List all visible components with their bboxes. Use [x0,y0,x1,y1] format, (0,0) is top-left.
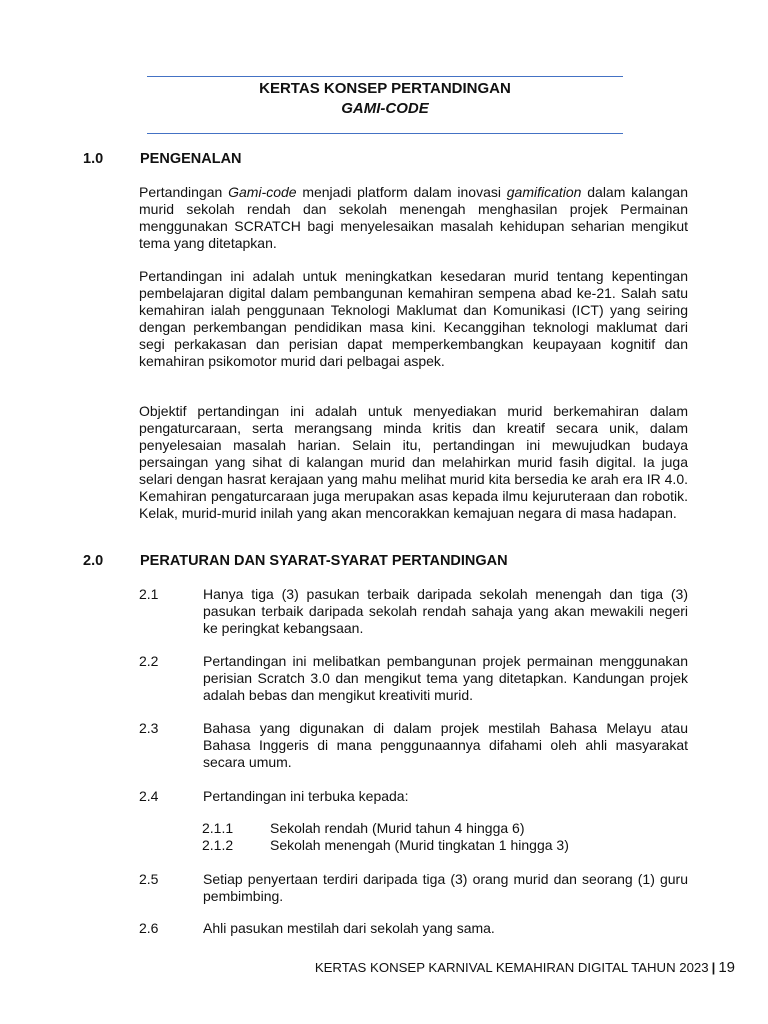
title-block [147,79,623,119]
rule-text: Ahli pasukan mestilah dari sekolah yang sama. [203,920,495,936]
page-number: 19 [718,959,735,976]
rule-number: 2.3 [139,720,159,736]
rule-number: 2.1 [139,586,159,602]
footer-text: KERTAS KONSEP KARNIVAL KEMAHIRAN DIGITAL TAHUN 2023 [314,960,709,975]
rule-number: 2.6 [139,920,159,936]
intro-paragraph-3: Objektif pertandingan ini adalah untuk menyediakan murid berkemahiran dalam pengaturcaraan, serta merangsang minda kritis dan kreatif secara unik, dalam penyelesaian masalah harian. Selain itu, pertandingan ini mewujudkan budaya persaingan yang sihat di kalangan murid dan melahirkan murid fasih digital. Ia juga selari dengan hasrat kerajaan yang mahu melihat murid kita bersedia ke arah era IR 4.0. Kemahiran pengaturcaraan juga merupakan asas kepada ilmu kejuruteraan dan robotik. Kelak, murid-murid inilah yang akan mencorakkan kemajuan negara di masa hadapan. [139,403,688,521]
document-subtitle: GAMI-CODE [341,100,429,117]
section-number: 2.0 [83,553,104,569]
sub-item-text: Sekolah menengah (Murid tingkatan 1 hingga 3) [270,837,569,853]
rule-item [139,720,688,771]
rule-item [139,653,688,704]
intro-paragraph-2: Pertandingan ini adalah untuk meningkatkan kesedaran murid tentang kepentingan pembelajaran digital dalam pembangunan kemahiran sempena abad ke-21. Salah satu kemahiran ialah penggunaan Teknologi Maklumat dan Komunikasi (ICT) yang seiring dengan perkembangan pendidikan masa kini. Kecanggihan teknologi maklumat dari segi perkakasan dan perisian dapat memperkembangkan keupayaan kognitif dan kemahiran psikomotor murid dari pelbagai aspek. [139,268,688,369]
rule-text: Hanya tiga (3) pasukan terbaik daripada sekolah menengah dan tiga (3) pasukan terbaik daripada sekolah rendah sahaja yang akan mewakili negeri ke peringkat kebangsaan. [203,586,688,636]
rule-text: Setiap penyertaan terdiri daripada tiga (3) orang murid dan seorang (1) guru pembimbing. [203,871,688,904]
rule-item [139,586,688,637]
rule-number: 2.4 [139,788,159,804]
p1-text-b: menjadi platform dalam inovasi [296,184,507,200]
rule-number: 2.5 [139,871,159,887]
sub-item-number: 2.1.2 [202,837,234,853]
rule-item [139,920,688,937]
section-title: PERATURAN DAN SYARAT-SYARAT PERTANDINGAN [140,553,508,569]
sub-item-text: Sekolah rendah (Murid tahun 4 hingga 6) [270,820,525,836]
sub-item-number: 2.1.1 [202,820,234,836]
section-number: 1.0 [83,151,104,167]
rule-item [139,871,688,905]
sub-item [202,837,569,854]
rule-text: Pertandingan ini melibatkan pembangunan projek permainan menggunakan perisian Scratch 3.0 dan mengikut tema yang ditetapkan. Kandungan projek adalah bebas dan mengikut kreativiti murid. [203,653,688,703]
intro-paragraph-1 [139,184,688,252]
section-title: PENGENALAN [140,151,242,167]
document-title: KERTAS KONSEP PERTANDINGAN [259,80,511,97]
top-rule [147,76,623,77]
footer-separator: | [711,960,716,975]
rule-number: 2.2 [139,653,159,669]
rule-item [139,788,688,805]
rule-text: Bahasa yang digunakan di dalam projek mestilah Bahasa Melayu atau Bahasa Inggeris di mana penggunaannya difahami oleh ahli masyarakat secara umum. [203,720,688,770]
page-footer [315,959,735,976]
p1-text-a: Pertandingan [139,184,229,200]
rule-text: Pertandingan ini terbuka kepada: [203,788,409,804]
sub-item [202,820,525,837]
p1-text-c: dalam kalangan murid sekolah rendah dan sekolah menengah menghasilan projek Permainan menggunakan SCRATCH bagi menyelesaikan masalah kehidupan seharian mengikut tema yang ditetapkan. [139,184,688,251]
bottom-rule [147,133,623,134]
p1-em-gamification: gamification [506,184,582,200]
p1-em-gami-code: Gami-code [228,184,297,200]
